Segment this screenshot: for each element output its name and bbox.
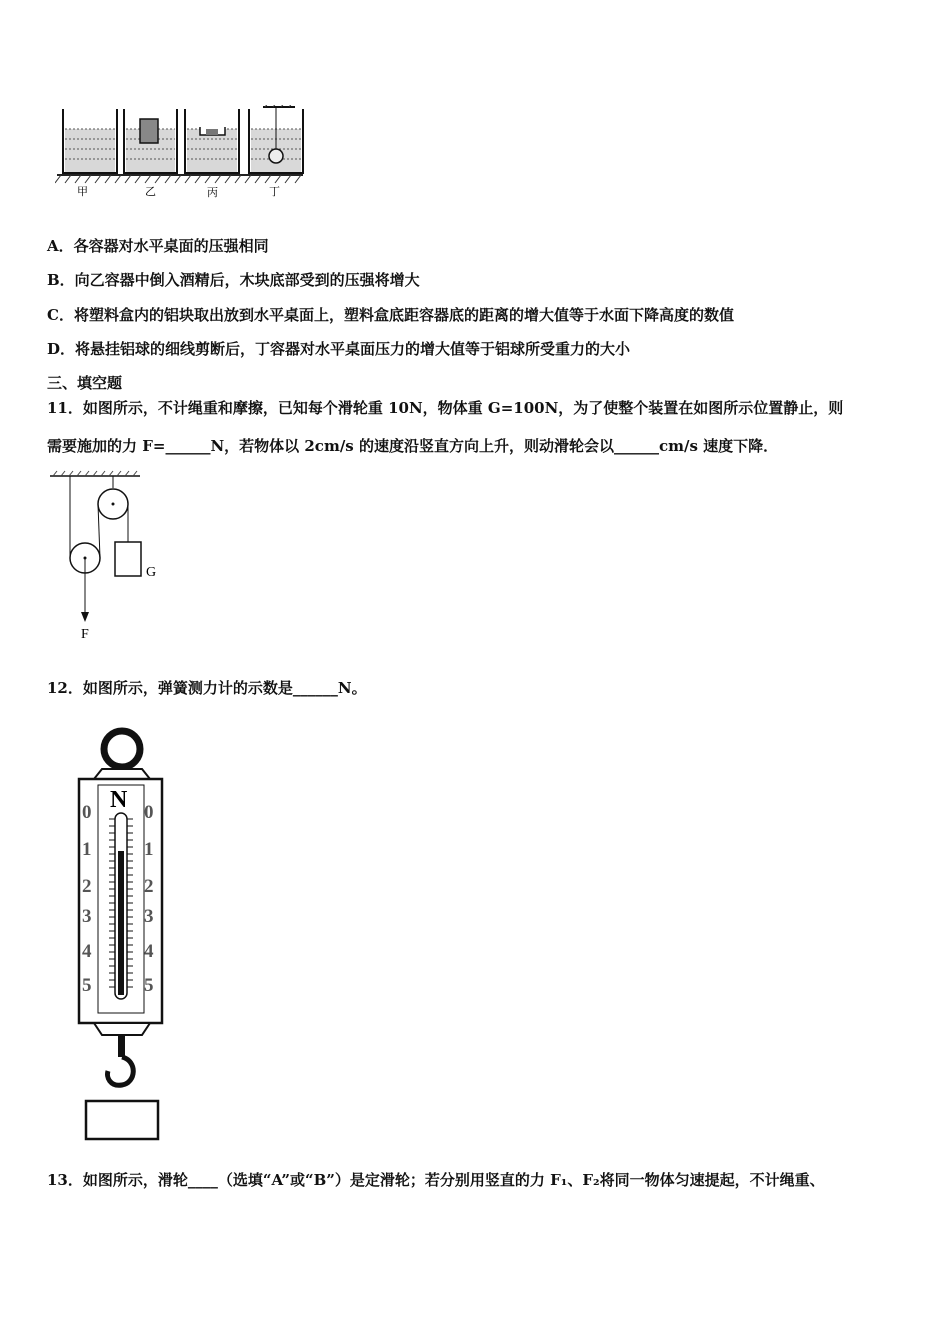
- scale-tick-left-5: 5: [82, 975, 92, 996]
- container-label-yi: 乙: [145, 185, 156, 198]
- scale-tick-left-1: 1: [82, 839, 92, 860]
- option-c: C．将塑料盒内的铝块取出放到水平桌面上，塑料盒底距容器底的距离的增大值等于水面下降高度的数值: [47, 306, 734, 324]
- scale-unit: N: [110, 787, 128, 813]
- scale-tick-right-4: 4: [144, 941, 154, 962]
- container-label-ding: 丁: [269, 185, 280, 198]
- scale-tick-left-2: 2: [82, 876, 92, 897]
- force-label-f: F: [81, 627, 89, 642]
- scale-tick-right-5: 5: [144, 975, 154, 996]
- scale-tick-right-1: 1: [144, 839, 154, 860]
- scale-tick-right-3: 3: [144, 906, 154, 927]
- option-a: A．各容器对水平桌面的压强相同: [47, 237, 269, 255]
- section-heading: 三、填空题: [47, 374, 123, 392]
- q13-text: 13．如图所示，滑轮____（选填“A”或“B”）是定滑轮；若分别用竖直的力 F₁、F₂将同一物体匀速提起，不计绳重、: [47, 1171, 825, 1189]
- container-label-jia: 甲: [77, 185, 88, 198]
- scale-tick-left-3: 3: [82, 906, 92, 927]
- q11-line2: 需要施加的力 F=______N，若物体以 2cm/s 的速度沿竖直方向上升，则动滑轮会以______cm/s 速度下降．: [47, 437, 779, 455]
- scale-tick-left-0: 0: [82, 802, 92, 823]
- pulley-figure: [45, 470, 175, 645]
- weight-label-g: G: [146, 565, 157, 580]
- scale-tick-right-0: 0: [144, 802, 154, 823]
- q11-line1: 11．如图所示，不计绳重和摩擦，已知每个滑轮重 10N，物体重 G=100N，为了使整个装置在如图所示位置静止，则: [47, 399, 844, 417]
- spring-scale-figure: [70, 725, 180, 1145]
- option-d: D．将悬挂铝球的细线剪断后，丁容器对水平桌面压力的增大值等于铝球所受重力的大小: [47, 340, 631, 358]
- container-label-bing: 丙: [207, 186, 218, 199]
- option-b: B．向乙容器中倒入酒精后，木块底部受到的压强将增大: [47, 271, 420, 289]
- scale-tick-right-2: 2: [144, 876, 154, 897]
- containers-figure: [55, 105, 305, 200]
- scale-tick-left-4: 4: [82, 941, 92, 962]
- q12-text: 12．如图所示，弹簧测力计的示数是______N。: [47, 679, 367, 697]
